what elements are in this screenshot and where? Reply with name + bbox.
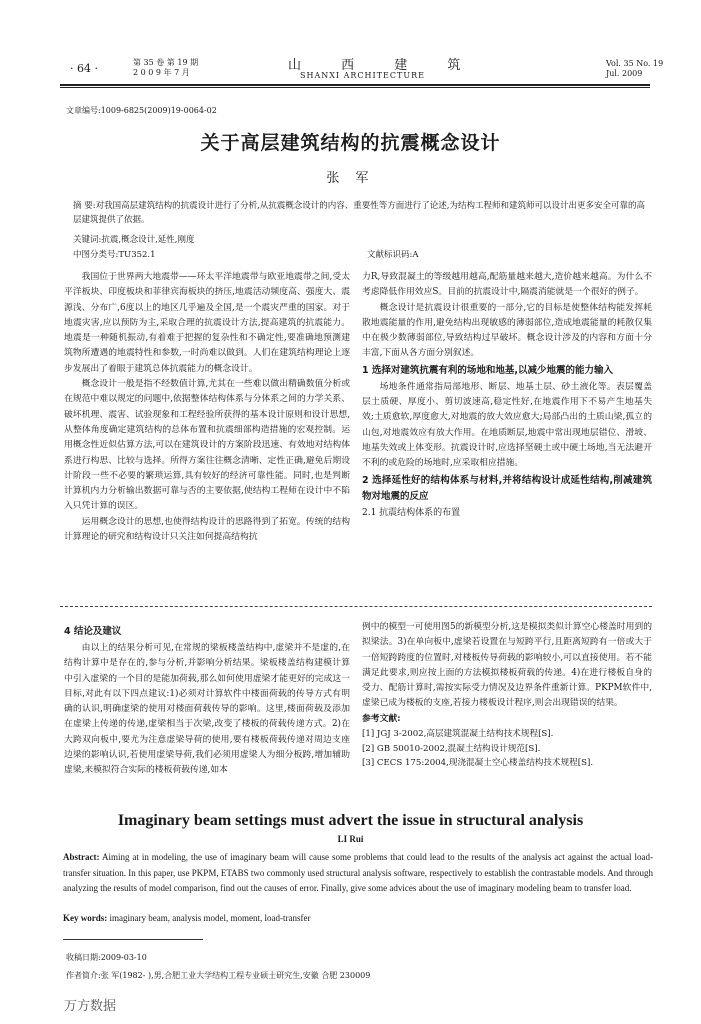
english-abstract-label: Abstract: <box>63 852 100 862</box>
issue-en <box>606 59 663 79</box>
watermark: 万方数据 <box>64 999 117 1014</box>
body-paragraph: 运用概念设计的思想,也使得结构设计的思路得到了拓宽。传统的结构计算理论的研究和结构设计只关注如何提高结构抗 <box>64 516 350 543</box>
body-paragraph: 场地条件通常指局部地形、断层、地基土层、砂土液化等。表层覆盖层土质硬、厚度小、剪切波速高,稳定性好,在地震作用下不易产生地基失效;土质愈软,厚度愈大,对地震的放大效应愈大;局部凸出的土质山梁,孤立的山包,对地震效应有放大作用。在地质断层,地震中常出现地层错位、滑坡、地基失效或上体变形。抗震设计时,应选择坚硬土或中硬土场地,当无法避开不利的或危险的场地时,应采取相应措施。 <box>362 381 652 469</box>
english-abstract <box>63 850 653 897</box>
article-number: 文章编号:1009-6825(2009)19-0064-02 <box>66 106 217 115</box>
date-en: Jul. 2009 <box>606 69 643 78</box>
conclusion-heading: 4 结论及建议 <box>64 626 122 637</box>
section-1-heading: 1 选择对建筑抗震有利的场地和地基,以减少地震的能力输入 <box>362 364 614 376</box>
english-title: Imaginary beam settings must advert the issue in structural analysis <box>117 812 584 829</box>
body-left-column <box>64 270 350 545</box>
reference-item: [3] CECS 175:2004,现浇混凝土空心楼盖结构技术规程[S]. <box>362 758 594 769</box>
header-rule <box>60 84 650 86</box>
page-number: · 64 · <box>70 62 98 75</box>
author-name: 张 军 <box>326 171 375 186</box>
english-keywords-text: imaginary beam, analysis model, moment, load-transfer <box>109 913 311 923</box>
sidebar-left-column <box>64 623 350 779</box>
reference-item: [1] JGJ 3-2002,高层建筑混凝土结构技术规程[S]. <box>362 729 554 740</box>
body-paragraph: 概念设计一般是指不经数值计算,尤其在一些难以做出精确数值分析或在规范中难以规定的问题中,依据整体结构体系与分体系之间的力学关系、破坏机理、震害、试验现象和工程经验所获得的基本设计原则和设计思想,从整体角度确定建筑结构的总体布置和抗震细部构造措施的宏观控制。运用概念性近似估算方法,可以在建筑设计的方案阶段迅速、有效地对结构体系进行构思、比较与选择。所得方案往往概念清晰、定性正确,避免后期设计阶段一些不必要的繁琐运算,具有较好的经济可靠性能。同时,也是判断计算机内力分析输出数据可靠与否的主要依据,使结构工程师在设计中不陷入只凭计算的误区。 <box>64 379 350 512</box>
body-paragraph: 我国位于世界两大地震带——环太平洋地震带与欧亚地震带之间,受太平洋板块、印度板块和菲律宾海板块的挤压,地震活动频度高、强度大、震源浅、分布广,6度以上的地区几乎遍及全国,是一个震灾严重的国家。对于地震灾害,应以预防为主,采取合理的抗震设计方法,提高建筑的抗震能力。地震是一种随机振动,有着难于把握的复杂性和不确定性,要准确地预测建筑物所遭遇的地震特性和参数,一时尚难以做到。人们在建筑结构理论上逐步发展出了着眼于建筑总体抗震能力的概念设计。 <box>64 272 350 374</box>
body-right-column <box>362 270 652 521</box>
body-paragraph: 例中的模型一可使用图5的新模型分析,这是模拟类似计算空心楼盖时用到的拟梁法。3)在单向板中,虚梁若设置在与短跨平行,且距离短跨有一倍或大于一倍短跨跨度的位置时,对楼板传导荷载的影响较小,可以直接使用。若不能满足此要求,则应按上面的方法模拟楼板荷载的传递。4)在进行楼板自身的受力、配筋计算时,需按实际受力情况及边界条件重新计算。PKPM软件中,虚梁已成为楼板的支座,若接力楼板设计程序,则会出现错误的结果。 <box>362 622 652 709</box>
english-author: LI Rui <box>337 834 364 844</box>
reference-item: [2] GB 50010-2002,混凝土结构设计规范[S]. <box>362 743 541 754</box>
english-abstract-text: Aiming at in modeling, the use of imaginary beam will cause some problems that could lead to the results of the analysis act against the actual load-transfer situation. In this paper, use PKPM, ETABS two commonly used structural analysis software, respectively to establish the contrastable models. And through analyzing the results of model comparison, find out the causes of error. Finally, give some advices about the use of imaginary modeling beam to transfer load. <box>63 852 653 893</box>
sidebar-right-column <box>362 620 652 771</box>
footnote-rule <box>63 939 203 940</box>
journal-en: SHANXI ARCHITECTURE <box>300 71 425 80</box>
clc-number: 中图分类号:TU352.1 <box>73 250 156 260</box>
vol-en: Vol. 35 No. 19 <box>606 59 664 68</box>
section-2-heading: 2 选择延性好的结构体系与材料,并将结构设计成延性结构,削减建筑物对地震的反应 <box>362 474 652 502</box>
issue-zh-line2: 2 0 0 9 年 7 月 <box>133 68 190 77</box>
author-bio: 作者简介:张 军(1982- ),男,合肥工业大学结构工程专业硕士研究生,安徽 合肥 230009 <box>66 971 371 980</box>
header-rule-thin <box>60 87 650 88</box>
body-paragraph: 力R,导致混凝土的等级越用越高,配筋量越来越大,造价越来越高。为什么不考虑降低作用效应S。目前的抗震设计中,隔震消能就是一个很好的例子。 <box>362 272 652 298</box>
issue-zh <box>133 58 198 78</box>
received-date: 收稿日期:2009-03-10 <box>66 953 147 962</box>
keywords-zh: 关键词:抗震,概念设计,延性,刚度 <box>73 235 195 245</box>
issue-zh-line1: 第 35 卷 第 19 期 <box>133 58 199 67</box>
sidebar-divider <box>60 606 652 607</box>
journal-zh: 山 西 建 筑 <box>288 58 479 73</box>
english-keywords <box>63 913 653 923</box>
abstract-zh: 摘 要:对我国高层建筑结构的抗震设计进行了分析,从抗震概念设计的内容、重要性等方面进行了论述,为结构工程师和建筑师可以设计出更多安全可靠的高层建筑提供了依据。 <box>73 201 645 225</box>
english-keywords-label: Key words: <box>63 913 108 923</box>
references-heading: 参考文献: <box>362 713 401 724</box>
paper-title: 关于高层建筑结构的抗震概念设计 <box>200 132 501 154</box>
document-code: 文献标识码:A <box>367 250 419 260</box>
body-paragraph: 概念设计是抗震设计很重要的一部分,它的目标是使整体结构能发挥耗散地震能量的作用,避免结构出现敏感的薄弱部位,造成地震能量的耗散仅集中在极少数薄弱部位,导致结构过早破坏。概念设计涉及的内容和方面十分丰富,下面从各方面分别叙述。 <box>362 302 652 359</box>
body-paragraph: 由以上的结果分析可见,在常规的梁板楼盖结构中,虚梁并不是虚的,在结构计算中是存在的,参与分析,并影响分析结果。梁板楼盖结构建模计算中引入虚梁的一个目的是能加荷载,那么如何使用虚梁才能更好的完成这一目标,对此有以下四点建议:1)必须对计算软件中楼面荷载的传导方式有明确的认识,明确虚梁的使用对楼面荷载传导的影响。这里,楼面荷载及添加在虚梁上传递的传递,虚梁相当于次梁,改变了楼板的荷载传递方式。2)在大跨双向板中,要尤为注意虚梁导荷的使用,要有楼板荷载传递对周边支座边梁的影响认识,若使用虚梁导荷,我们必须用虚梁人为细分板跨,增加辅助虚梁,来模拟符合实际的楼板荷载传递,如本 <box>64 643 350 776</box>
section-2-1-heading: 2.1 抗震结构体系的布置 <box>362 507 461 518</box>
